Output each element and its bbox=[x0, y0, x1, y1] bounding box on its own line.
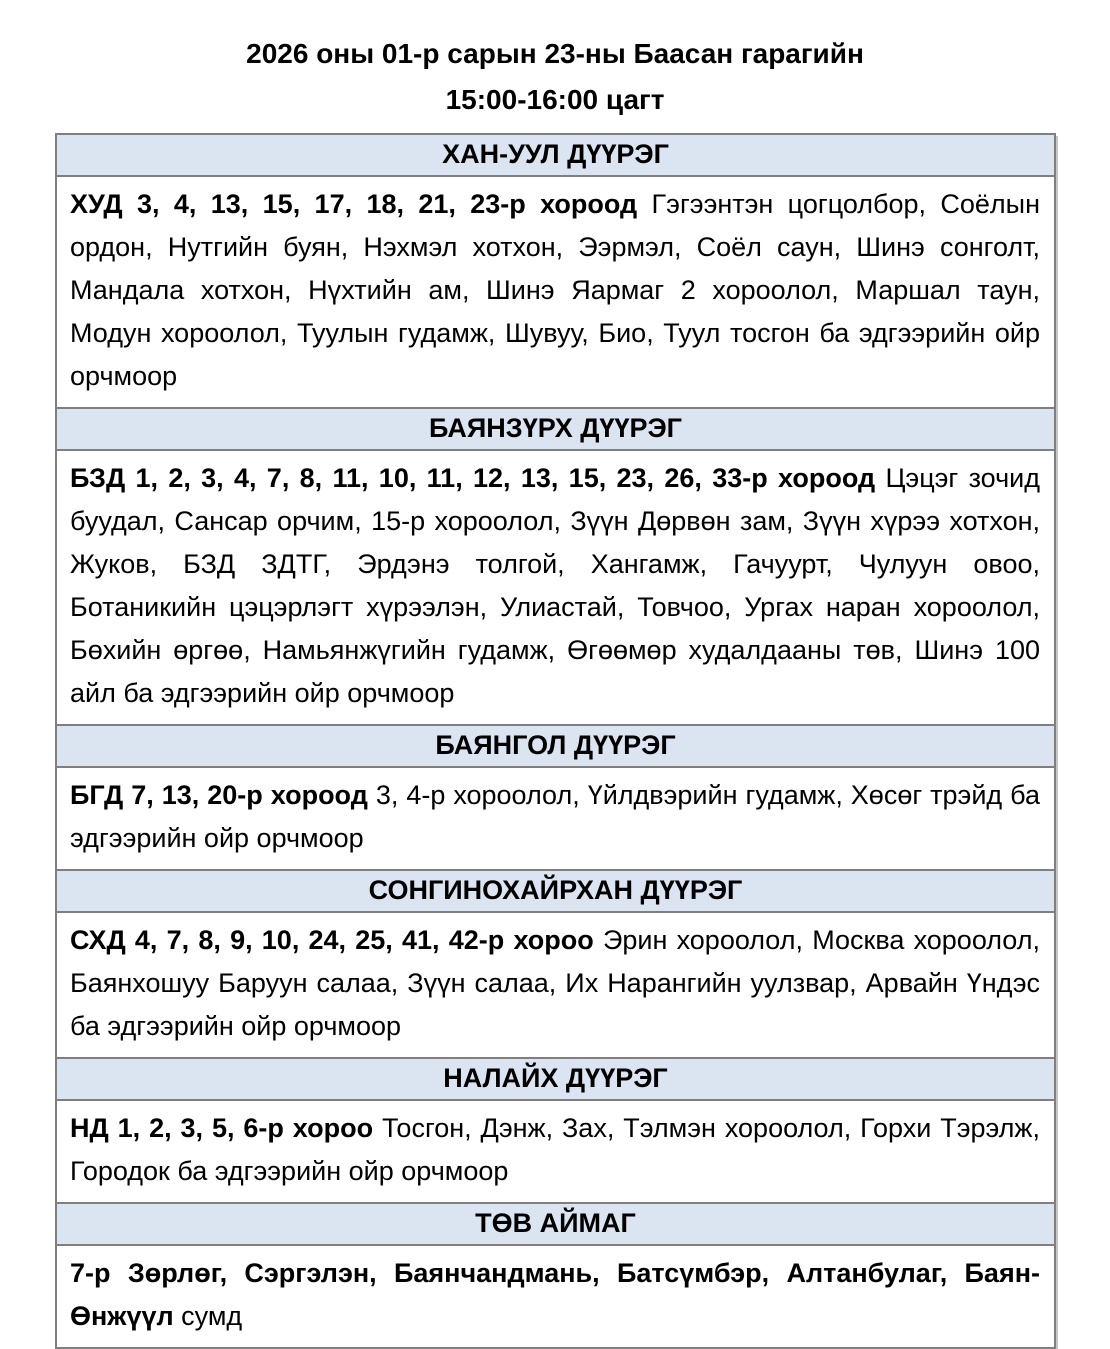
section-bayanzurkh bbox=[57, 407, 1054, 724]
area-list-bayanzurkh: Цэцэг зочид буудал, Сансар орчим, 15-р хороолол, Зүүн Дөрвөн зам, Зүүн хүрээ хотхон, Жуков, БЗД ЗДТГ, Эрдэнэ толгой, Хангамж, Гачуурт, Чулуун овоо, Ботаникийн цэцэрлэгт хүрээлэн, Улиастай, Товчоо, Ургах наран хороолол, Бөхийн өргөө, Намьянжүгийн гудамж, Өгөөмөр худалдааны төв, Шинэ 100 айл ба эдгээрийн ойр орчмоор bbox=[70, 463, 1040, 708]
section-header-tuv-aimag: ТӨВ АЙМАГ bbox=[57, 1202, 1054, 1246]
section-songinokhairkhan bbox=[57, 869, 1054, 1057]
area-list-nalaikh: Тосгон, Дэнж, Зах, Тэлмэн хороолол, Горхи Тэрэлж, Городок ба эдгээрийн ойр орчмоор bbox=[70, 1113, 1040, 1186]
khoroo-list-songinokhairkhan: СХД 4, 7, 8, 9, 10, 24, 25, 41, 42-р хороо bbox=[70, 925, 594, 955]
khoroo-list-khan-uul: ХУД 3, 4, 13, 15, 17, 18, 21, 23-р хороод bbox=[70, 189, 638, 219]
section-bayangol bbox=[57, 724, 1054, 869]
title-time-line: 15:00-16:00 цагт bbox=[445, 84, 665, 115]
document-title bbox=[0, 0, 1110, 116]
section-nalaikh bbox=[57, 1057, 1054, 1202]
section-tuv-aimag bbox=[57, 1202, 1054, 1347]
section-khan-uul bbox=[57, 135, 1054, 407]
section-header-songinokhairkhan: СОНГИНОХАЙРХАН ДҮҮРЭГ bbox=[57, 869, 1054, 913]
khoroo-list-nalaikh: НД 1, 2, 3, 5, 6-р хороо bbox=[70, 1113, 374, 1143]
area-list-tuv-aimag: сумд bbox=[181, 1301, 243, 1331]
area-list-bayangol: 3, 4-р хороолол, Үйлдвэрийн гудамж, Хөсөг трэйд ба эдгээрийн ойр орчмоор bbox=[70, 780, 1040, 853]
section-header-nalaikh: НАЛАЙХ ДҮҮРЭГ bbox=[57, 1057, 1054, 1101]
soum-list-tuv-aimag: 7-р Зөрлөг, Сэргэлэн, Баянчандмань, Батсүмбэр, Алтанбулаг, Баян-Өнжүүл bbox=[70, 1258, 1040, 1331]
section-body-songinokhairkhan bbox=[57, 913, 1054, 1057]
section-header-bayangol: БАЯНГОЛ ДҮҮРЭГ bbox=[57, 724, 1054, 768]
title-date-line: 2026 оны 01-р сарын 23-ны Баасан гарагийн bbox=[246, 38, 864, 69]
khoroo-list-bayanzurkh: БЗД 1, 2, 3, 4, 7, 8, 11, 10, 11, 12, 13, 15, 23, 26, 33-р хороод bbox=[70, 463, 876, 493]
section-body-nalaikh bbox=[57, 1101, 1054, 1202]
section-body-bayanzurkh bbox=[57, 451, 1054, 724]
area-list-khan-uul: Гэгээнтэн цогцолбор, Соёлын ордон, Нутгийн буян, Нэхмэл хотхон, Ээрмэл, Соёл саун, Шинэ сонголт, Мандала хотхон, Нүхтийн ам, Шинэ Яармаг 2 хороолол, Маршал таун, Модун хороолол, Туулын гудамж, Шувуу, Био, Туул тосгон ба эдгээрийн ойр орчмоор bbox=[70, 189, 1040, 391]
section-header-khan-uul: ХАН-УУЛ ДҮҮРЭГ bbox=[57, 135, 1054, 177]
khoroo-list-bayangol: БГД 7, 13, 20-р хороод bbox=[70, 780, 368, 810]
section-header-bayanzurkh: БАЯНЗҮРХ ДҮҮРЭГ bbox=[57, 407, 1054, 451]
section-body-khan-uul bbox=[57, 177, 1054, 407]
area-list-songinokhairkhan: Эрин хороолол, Москва хороолол, Баянхошуу Баруун салаа, Зүүн салаа, Их Нарангийн уулзвар, Арвайн Үндэс ба эдгээрийн ойр орчмоор bbox=[70, 925, 1040, 1041]
section-body-bayangol bbox=[57, 768, 1054, 869]
outage-schedule-table bbox=[55, 133, 1056, 1349]
section-body-tuv-aimag bbox=[57, 1246, 1054, 1347]
